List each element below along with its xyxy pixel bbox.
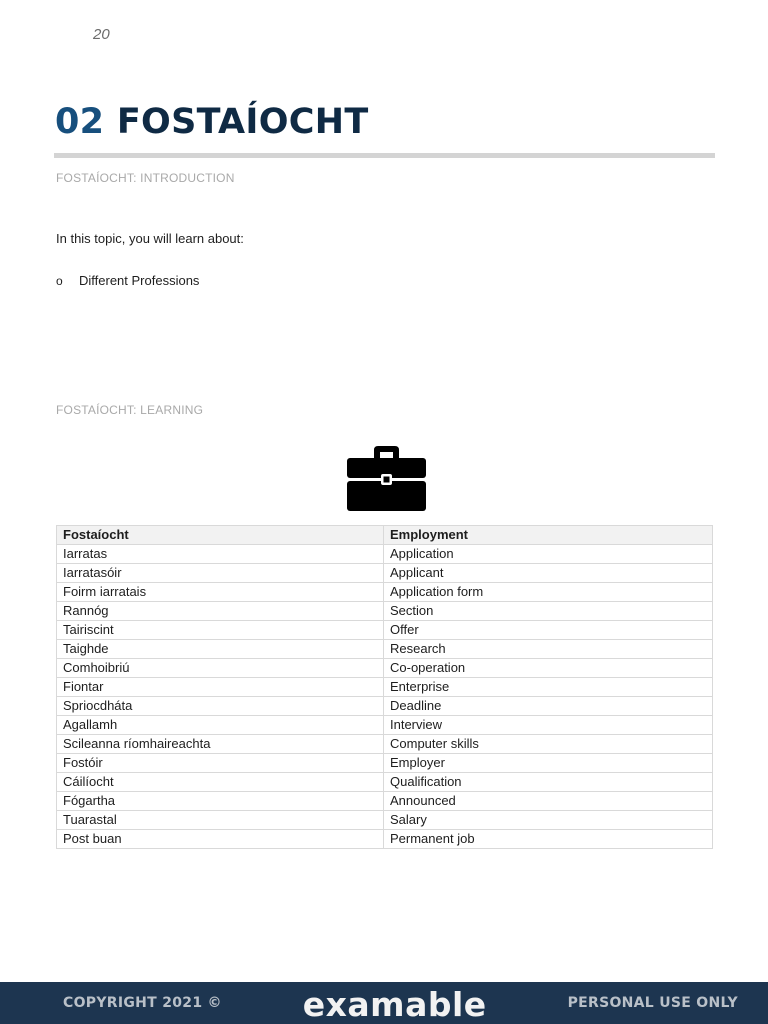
title-divider bbox=[54, 153, 715, 158]
cell-english: Application bbox=[384, 545, 713, 564]
vocabulary-table bbox=[56, 525, 713, 849]
table-row bbox=[57, 735, 713, 754]
cell-irish: Comhoibriú bbox=[57, 659, 384, 678]
chapter-number: 02 bbox=[55, 102, 105, 142]
table-row bbox=[57, 697, 713, 716]
cell-english: Salary bbox=[384, 811, 713, 830]
table-row bbox=[57, 621, 713, 640]
cell-english: Applicant bbox=[384, 564, 713, 583]
intro-section-label: FOSTAÍOCHT: INTRODUCTION bbox=[56, 171, 235, 185]
table-row bbox=[57, 716, 713, 735]
cell-english: Permanent job bbox=[384, 830, 713, 849]
cell-irish: Foirm iarratais bbox=[57, 583, 384, 602]
cell-english: Application form bbox=[384, 583, 713, 602]
cell-irish: Agallamh bbox=[57, 716, 384, 735]
cell-english: Computer skills bbox=[384, 735, 713, 754]
cell-english: Section bbox=[384, 602, 713, 621]
cell-irish: Taighde bbox=[57, 640, 384, 659]
table-row bbox=[57, 678, 713, 697]
page-number: 20 bbox=[93, 26, 110, 43]
cell-irish: Fiontar bbox=[57, 678, 384, 697]
cell-english: Enterprise bbox=[384, 678, 713, 697]
cell-irish: Spriocdháta bbox=[57, 697, 384, 716]
bullet-text: Different Professions bbox=[79, 273, 200, 288]
table-row bbox=[57, 640, 713, 659]
chapter-title bbox=[55, 102, 369, 142]
cell-irish: Scileanna ríomhaireachta bbox=[57, 735, 384, 754]
cell-irish: Fógartha bbox=[57, 792, 384, 811]
cell-irish: Iarratasóir bbox=[57, 564, 384, 583]
bullet-marker: o bbox=[56, 273, 63, 288]
chapter-name: FOSTAÍOCHT bbox=[116, 102, 369, 142]
cell-english: Employer bbox=[384, 754, 713, 773]
header-irish: Fostaíocht bbox=[57, 526, 384, 545]
cell-irish: Post buan bbox=[57, 830, 384, 849]
list-item bbox=[56, 273, 199, 288]
cell-irish: Cáilíocht bbox=[57, 773, 384, 792]
table-row bbox=[57, 545, 713, 564]
cell-english: Interview bbox=[384, 716, 713, 735]
cell-irish: Tuarastal bbox=[57, 811, 384, 830]
cell-english: Qualification bbox=[384, 773, 713, 792]
table-header-row bbox=[57, 526, 713, 545]
table-row bbox=[57, 811, 713, 830]
cell-irish: Tairiscint bbox=[57, 621, 384, 640]
learning-section-label: FOSTAÍOCHT: LEARNING bbox=[56, 403, 204, 417]
cell-irish: Iarratas bbox=[57, 545, 384, 564]
cell-english: Research bbox=[384, 640, 713, 659]
briefcase-icon bbox=[346, 446, 427, 512]
table-row bbox=[57, 792, 713, 811]
table-row bbox=[57, 564, 713, 583]
cell-english: Offer bbox=[384, 621, 713, 640]
footer-banner bbox=[0, 982, 768, 1024]
intro-text: In this topic, you will learn about: bbox=[56, 231, 244, 246]
table-row bbox=[57, 773, 713, 792]
cell-irish: Fostóir bbox=[57, 754, 384, 773]
personal-use-notice: PERSONAL USE ONLY bbox=[567, 995, 738, 1011]
table-row bbox=[57, 830, 713, 849]
table-row bbox=[57, 754, 713, 773]
header-english: Employment bbox=[384, 526, 713, 545]
table-row bbox=[57, 602, 713, 621]
cell-english: Co-operation bbox=[384, 659, 713, 678]
brand-logo: examable bbox=[302, 984, 487, 1024]
cell-irish: Rannóg bbox=[57, 602, 384, 621]
table-row bbox=[57, 659, 713, 678]
table-row bbox=[57, 583, 713, 602]
cell-english: Announced bbox=[384, 792, 713, 811]
copyright-text: COPYRIGHT 2021 © bbox=[63, 995, 222, 1011]
cell-english: Deadline bbox=[384, 697, 713, 716]
